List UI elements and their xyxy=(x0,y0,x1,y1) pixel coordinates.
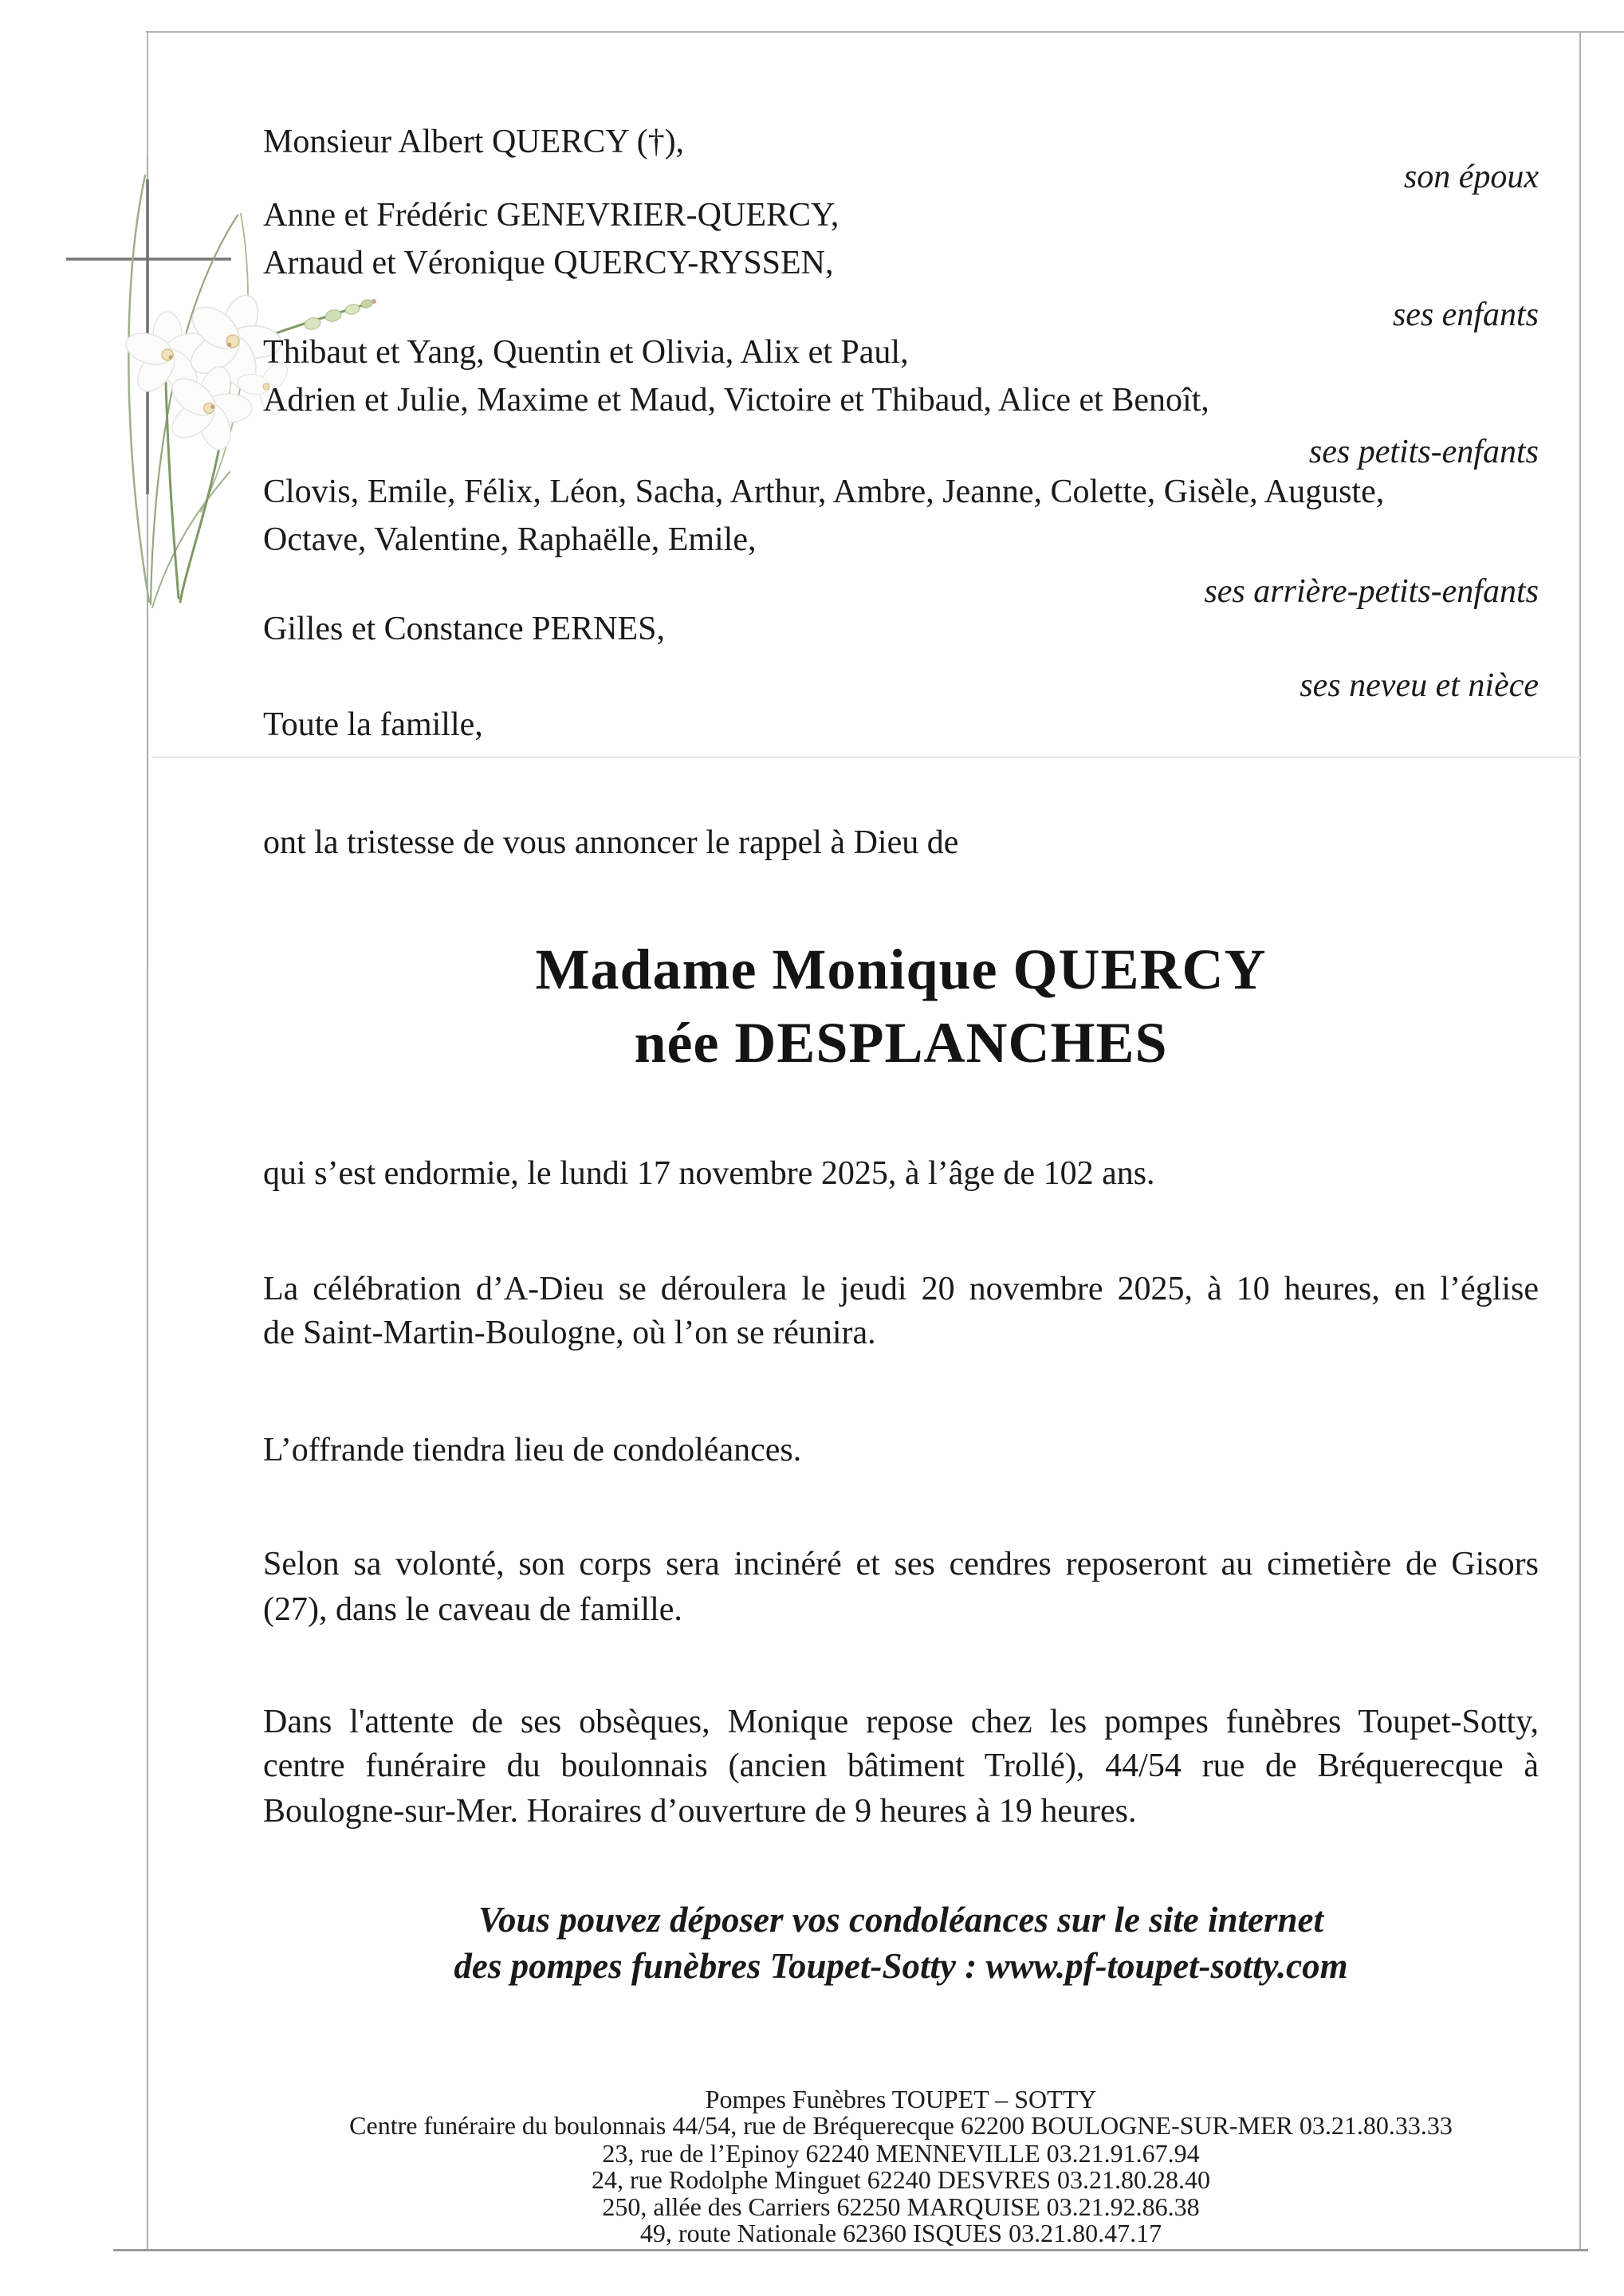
family-member-line: Monsieur Albert QUERCY (†), xyxy=(263,124,685,160)
family-member-line: Toute la famille, xyxy=(263,706,483,743)
announcement-intro: ont la tristesse de vous annoncer le rappel à Dieu de xyxy=(263,824,959,861)
relation-label-nephew-niece: ses neveu et nièce xyxy=(1300,667,1539,704)
card-border-bottom xyxy=(113,2249,1588,2251)
relation-label-children: ses enfants xyxy=(1392,297,1539,333)
funeral-home-address: 49, route Nationale 62360 ISQUES 03.21.80.47.17 xyxy=(639,2219,1162,2247)
funeral-home-address: 23, rue de l’Epinoy 62240 MENNEVILLE 03.21.91.67.94 xyxy=(602,2139,1200,2168)
relation-label-great-grandchildren: ses arrière-petits-enfants xyxy=(1204,573,1539,610)
family-member-line: Thibaut et Yang, Quentin et Olivia, Alix et Paul, xyxy=(263,334,909,371)
repose-line: centre funéraire du boulonnais (ancien bâtiment Trollé), 44/54 rue de Bréquerecque à xyxy=(263,1748,1539,1784)
cremation-line: (27), dans le caveau de famille. xyxy=(263,1591,682,1628)
repose-line: Boulogne-sur-Mer. Horaires d’ouverture de 9 heures à 19 heures. xyxy=(263,1793,1137,1830)
orchid-blooms-icon xyxy=(122,290,309,463)
family-member-line: Adrien et Julie, Maxime et Maud, Victoire et Thibaud, Alice et Benoît, xyxy=(263,382,1209,419)
funeral-home-address: Centre funéraire du boulonnais 44/54, rue de Bréquerecque 62200 BOULOGNE-SUR-MER 03.21.80.33.33 xyxy=(349,2111,1453,2140)
relation-label-grandchildren: ses petits-enfants xyxy=(1308,434,1539,470)
family-member-line: Octave, Valentine, Raphaëlle, Emile, xyxy=(263,521,757,558)
condolence-website-url-line: des pompes funèbres Toupet-Sotty : www.pf-toupet-sotty.com xyxy=(454,1946,1348,1986)
offering-line: L’offrande tiendra lieu de condoléances. xyxy=(263,1432,802,1468)
family-member-line: Clovis, Emile, Félix, Léon, Sacha, Arthur, Ambre, Jeanne, Colette, Gisèle, Auguste, xyxy=(263,474,1385,510)
family-member-line: Gilles et Constance PERNES, xyxy=(263,611,665,647)
funeral-home-address: 250, allée des Carriers 62250 MARQUISE 03.21.92.86.38 xyxy=(602,2192,1200,2221)
death-date-line: qui s’est endormie, le lundi 17 novembre 2025, à l’âge de 102 ans. xyxy=(263,1155,1155,1192)
deceased-name-title: Madame Monique QUERCY xyxy=(535,938,1267,1001)
card-border-right xyxy=(1579,31,1581,2251)
condolence-website-note: Vous pouvez déposer vos condoléances sur le site internet xyxy=(478,1900,1323,1940)
deceased-maiden-name: née DESPLANCHES xyxy=(634,1011,1168,1075)
relation-label-spouse: son époux xyxy=(1403,159,1539,195)
orchid-buds-icon xyxy=(304,299,376,332)
family-member-line: Arnaud et Véronique QUERCY-RYSSEN, xyxy=(263,245,834,281)
cremation-line: Selon sa volonté, son corps sera incinéré et ses cendres reposeront au cimetière de Gisors xyxy=(263,1546,1539,1582)
funeral-home-name: Pompes Funèbres TOUPET – SOTTY xyxy=(705,2085,1097,2113)
ceremony-line: de Saint-Martin-Boulogne, où l’on se réunira. xyxy=(263,1315,876,1351)
ceremony-line: La célébration d’A-Dieu se déroulera le jeudi 20 novembre 2025, à 10 heures, en l’église xyxy=(263,1271,1539,1307)
family-member-line: Anne et Frédéric GENEVRIER-QUERCY, xyxy=(263,197,840,234)
funeral-home-address: 24, rue Rodolphe Minguet 62240 DESVRES 03.21.80.28.40 xyxy=(592,2165,1210,2194)
repose-line: Dans l'attente de ses obsèques, Monique repose chez les pompes funèbres Toupet-Sotty, xyxy=(263,1704,1539,1740)
